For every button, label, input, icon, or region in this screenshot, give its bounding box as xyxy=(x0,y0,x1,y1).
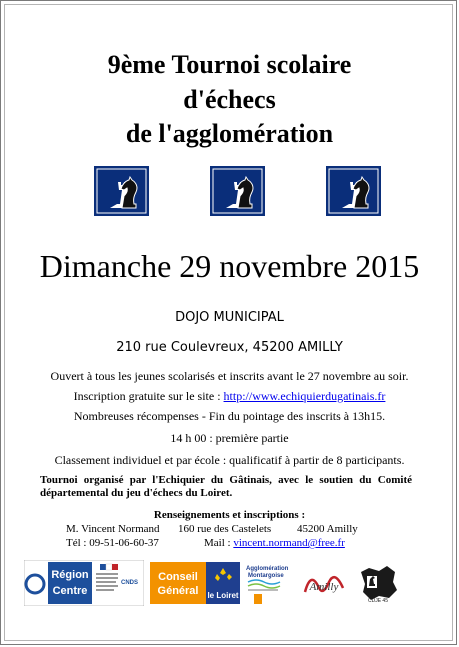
region-line1: Région xyxy=(51,569,89,581)
cnds-label: CNDS xyxy=(121,580,139,586)
venue-name: DOJO MUNICIPAL xyxy=(175,310,284,325)
info-rewards: Nombreuses récompenses - Fin du pointage des inscrits à 13h15. xyxy=(73,409,386,423)
event-date: Dimanche 29 novembre 2015 xyxy=(39,248,420,284)
knight-emblem-icon xyxy=(94,166,149,216)
poster-title-line2: d'échecs xyxy=(183,85,276,114)
contact-street: 160 rue des Castelets xyxy=(178,523,272,535)
organizer-line2: départemental du jeu d'échecs du Loiret. xyxy=(40,487,233,499)
contact-phone: Tél : 09-51-06-60-37 xyxy=(66,537,159,549)
mail-link[interactable]: vincent.normand@free.fr xyxy=(233,537,345,549)
registration-link[interactable]: http://www.echiquierdugatinais.fr xyxy=(223,389,386,403)
info-open: Ouvert à tous les jeunes scolarisés et inscrits avant le 27 novembre au soir. xyxy=(50,369,409,383)
conseil-line1: Conseil xyxy=(158,571,198,583)
agglomeration-montargoise-logo xyxy=(244,560,296,606)
agglo-line1: Agglomération xyxy=(246,566,289,572)
cdje-logo xyxy=(355,560,401,606)
contact-mail xyxy=(204,537,345,550)
region-line2: Centre xyxy=(52,585,88,597)
region-centre-logo xyxy=(24,560,144,606)
loiret-label: le Loiret xyxy=(207,591,239,600)
knight-emblem-icon xyxy=(210,166,265,216)
info-first-round: 14 h 00 : première partie xyxy=(170,431,289,445)
conseil-line2: Général xyxy=(157,585,199,597)
mail-label: Mail : xyxy=(204,537,234,549)
agglo-line2: Montargoise xyxy=(248,573,284,579)
amilly-label: Amilly xyxy=(309,581,339,593)
contact-city: 45200 Amilly xyxy=(297,523,358,535)
cdje-label: CDJE 45 xyxy=(367,598,389,604)
info-registration xyxy=(0,389,459,404)
organizer-line1: Tournoi organisé par l'Echiquier du Gâtinais, avec le soutien du Comité xyxy=(40,474,412,486)
poster-title-line1: 9ème Tournoi scolaire xyxy=(107,50,352,79)
conseil-general-logo xyxy=(150,560,240,606)
registration-label: Inscription gratuite sur le site : xyxy=(73,389,224,403)
info-ranking: Classement individuel et par école : qualificatif à partir de 8 participants. xyxy=(54,453,405,467)
contact-name: M. Vincent Normand xyxy=(66,523,160,535)
venue-address: 210 rue Coulevreux, 45200 AMILLY xyxy=(116,340,343,355)
knight-emblem-icon xyxy=(326,166,381,216)
poster-title-line3: de l'agglomération xyxy=(125,119,334,148)
amilly-logo xyxy=(299,560,349,606)
contact-title: Renseignements et inscriptions : xyxy=(153,509,306,521)
